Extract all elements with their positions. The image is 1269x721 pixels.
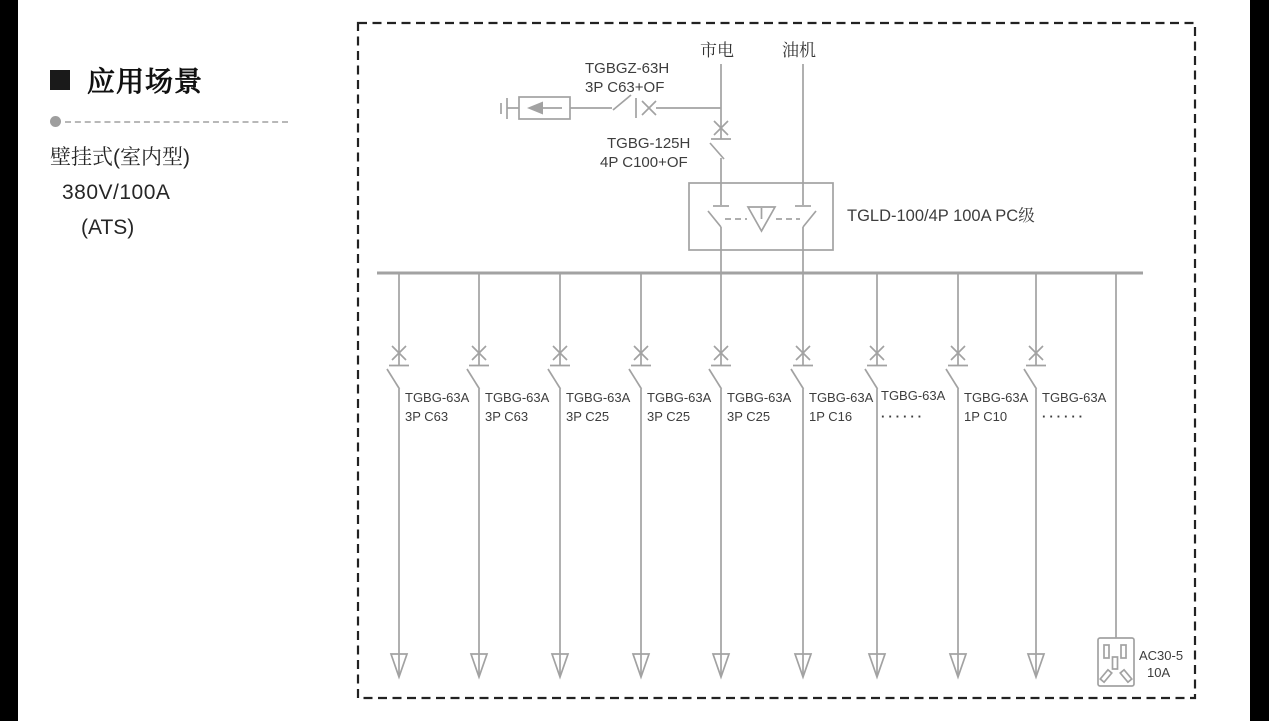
rating-text: 380V/100A bbox=[62, 181, 171, 204]
ats-right-switch bbox=[795, 206, 816, 274]
branch-model-label: TGBG-63A bbox=[1042, 390, 1107, 405]
branch-model-label: TGBG-63A bbox=[809, 390, 874, 405]
spd-breaker-model-label: TGBGZ-63H bbox=[585, 60, 670, 77]
socket-branch bbox=[1098, 274, 1134, 686]
branch-spec-label: ······ bbox=[1042, 409, 1086, 424]
socket-rating-label: 10A bbox=[1147, 665, 1171, 680]
branch-circuit-3 bbox=[548, 274, 631, 677]
generator-source-label: 油机 bbox=[782, 41, 816, 60]
branch-circuit-9 bbox=[1024, 274, 1107, 677]
ats-switch-box bbox=[689, 183, 833, 274]
branch-model-label: TGBG-63A bbox=[647, 390, 712, 405]
power-socket-icon bbox=[1098, 638, 1134, 686]
branch-spec-label: 1P C10 bbox=[964, 409, 1008, 424]
switch-blade-icon bbox=[613, 95, 631, 110]
switch-blade-icon bbox=[710, 143, 724, 159]
branch-circuit-1 bbox=[387, 274, 470, 677]
ats-text: (ATS) bbox=[81, 216, 135, 239]
breaker-x-icon bbox=[642, 101, 656, 115]
branch-spec-label: 3P C25 bbox=[566, 409, 610, 424]
socket-model-label: AC30-5 bbox=[1139, 648, 1184, 663]
spd-breaker-spec-label: 3P C63+OF bbox=[585, 79, 665, 96]
main-breaker-model-label: TGBG-125H bbox=[607, 135, 691, 152]
branch-circuit-7 bbox=[865, 274, 946, 677]
branch-model-label: TGBG-63A bbox=[405, 390, 470, 405]
branch-spec-label: 3P C25 bbox=[647, 409, 691, 424]
branch-model-label: TGBG-63A bbox=[881, 388, 946, 403]
branch-model-label: TGBG-63A bbox=[964, 390, 1029, 405]
ats-left-switch bbox=[708, 206, 729, 274]
branch-spec-label: 3P C63 bbox=[405, 409, 449, 424]
earth-ground-icon bbox=[501, 98, 507, 119]
branch-spec-label: 3P C63 bbox=[485, 409, 529, 424]
branch-circuit-2 bbox=[467, 274, 550, 677]
section-title: 应用场景 bbox=[87, 66, 204, 97]
branch-spec-label: 3P C25 bbox=[727, 409, 771, 424]
mains-feeder-wire bbox=[710, 64, 731, 205]
diagram-dashed-border bbox=[358, 23, 1195, 698]
branch-circuit-6 bbox=[791, 274, 874, 677]
branch-spec-label: ······ bbox=[881, 409, 925, 424]
mount-type-text: 壁挂式(室内型) bbox=[50, 146, 190, 169]
branch-circuit-5 bbox=[709, 274, 792, 677]
branch-model-label: TGBG-63A bbox=[485, 390, 550, 405]
spd-branch bbox=[501, 95, 721, 119]
interlock-triangle-icon bbox=[725, 207, 800, 231]
branch-spec-label: 1P C16 bbox=[809, 409, 853, 424]
branch-model-label: TGBG-63A bbox=[566, 390, 631, 405]
branch-circuit-4 bbox=[629, 274, 712, 677]
ats-model-label: TGLD-100/4P 100A PC级 bbox=[847, 207, 1035, 225]
mains-source-label: 市电 bbox=[700, 41, 734, 60]
branch-circuit-8 bbox=[946, 274, 1029, 677]
branch-model-label: TGBG-63A bbox=[727, 390, 792, 405]
surge-arrester-icon bbox=[519, 97, 570, 119]
main-breaker-spec-label: 4P C100+OF bbox=[600, 154, 688, 171]
